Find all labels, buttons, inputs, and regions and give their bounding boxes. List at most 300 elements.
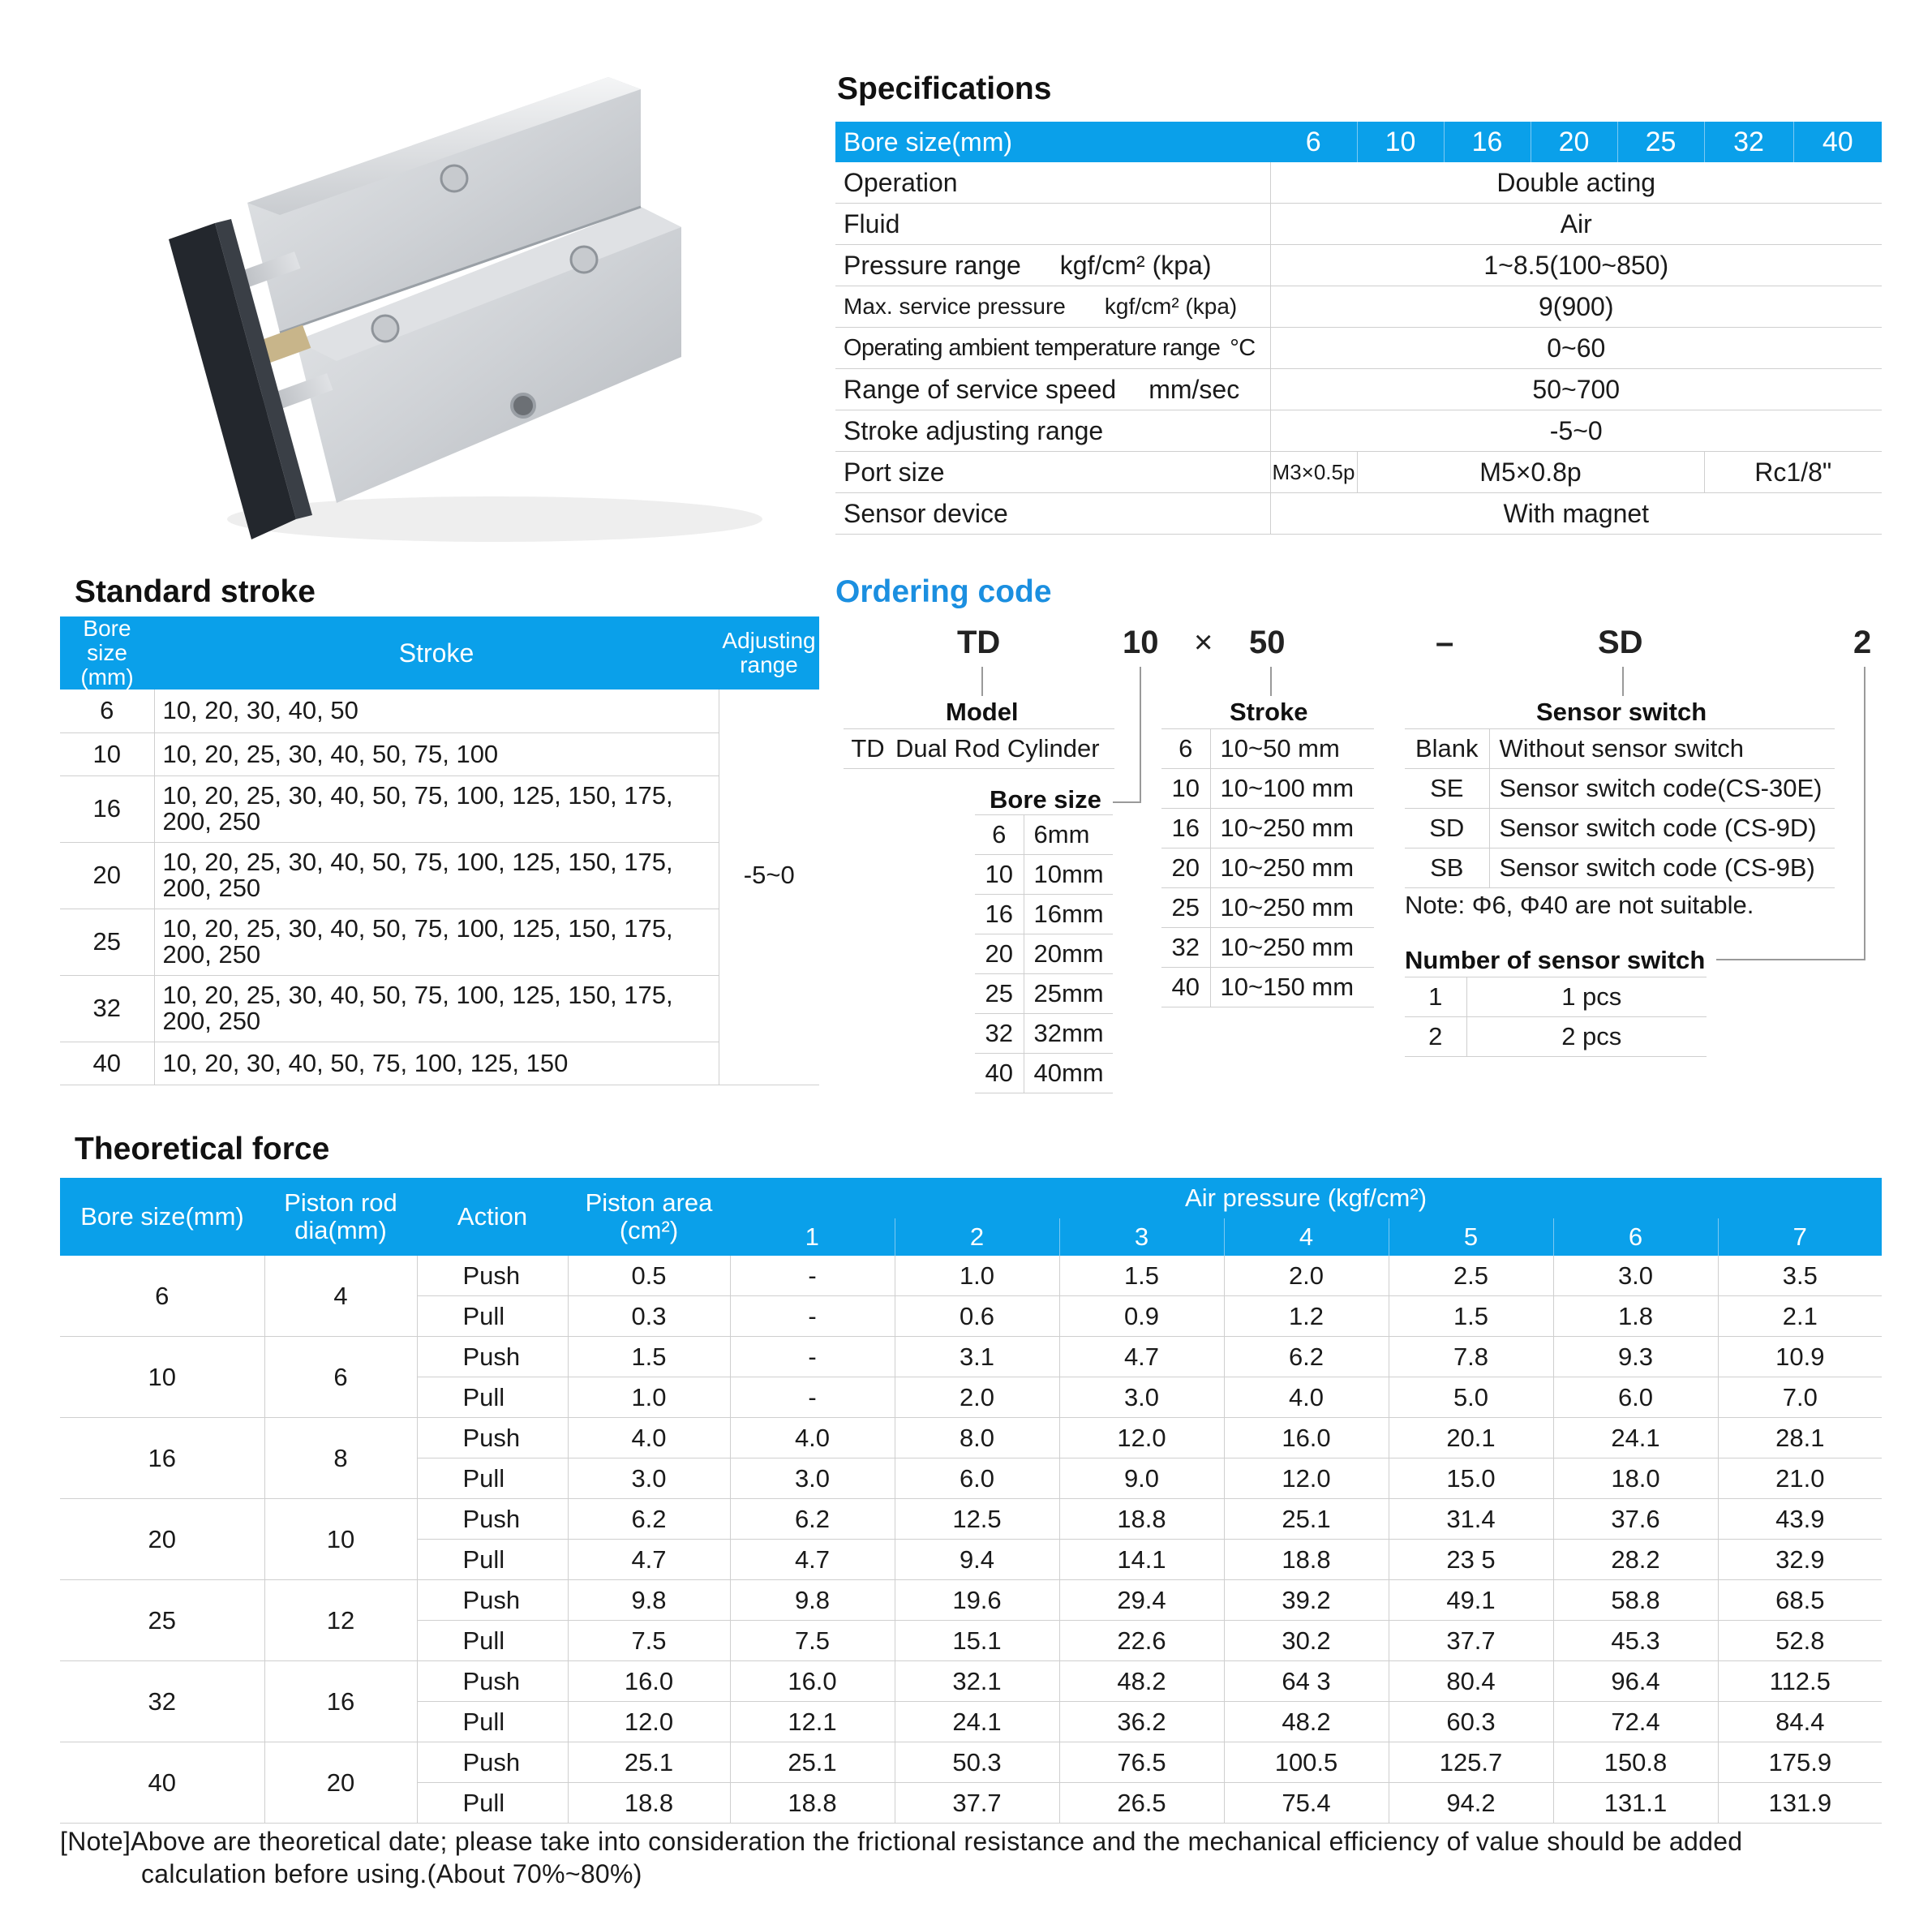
pressure-value: 1 <box>805 1222 819 1251</box>
force-value: 31.4 <box>1389 1499 1553 1540</box>
force-value: 75.4 <box>1224 1783 1389 1824</box>
force-value: 45.3 <box>1553 1621 1718 1661</box>
stroke-code: 32 <box>1161 928 1210 968</box>
force-value: 64 3 <box>1224 1661 1389 1702</box>
spec-label: Range of service speed mm/sec <box>835 369 1270 410</box>
force-row <box>60 1256 1882 1296</box>
force-value: 50.3 <box>895 1742 1059 1783</box>
force-rod: 10 <box>264 1499 417 1580</box>
ordering-code-title: Ordering code <box>835 574 1052 609</box>
count-code: 2 <box>1405 1017 1466 1057</box>
force-bore: 6 <box>60 1256 264 1337</box>
force-action: Push <box>417 1256 568 1296</box>
force-action: Pull <box>417 1621 568 1661</box>
stroke-header-bore: Bore size (mm) <box>80 616 134 690</box>
connector-line <box>1622 667 1624 696</box>
force-value: 3.0 <box>1059 1377 1224 1418</box>
force-rod: 8 <box>264 1418 417 1499</box>
stroke-values: 10, 20, 25, 30, 40, 50, 75, 100 <box>154 732 719 775</box>
force-value: 3.1 <box>895 1337 1059 1377</box>
code-stroke: 50 <box>1249 625 1286 660</box>
force-rod: 16 <box>264 1661 417 1742</box>
spec-row <box>835 245 1882 286</box>
force-value: 1.8 <box>1553 1296 1718 1337</box>
force-area: 6.2 <box>568 1499 730 1540</box>
code-bore: 10 <box>1123 625 1159 660</box>
sensor-code: SE <box>1405 769 1489 809</box>
stroke-desc: 10~50 mm <box>1210 729 1374 769</box>
standard-stroke-title: Standard stroke <box>75 574 316 609</box>
force-value: 4.7 <box>730 1540 895 1580</box>
stroke-row <box>60 909 819 975</box>
force-value: 22.6 <box>1059 1621 1224 1661</box>
force-action: Push <box>417 1418 568 1458</box>
force-rod: 12 <box>264 1580 417 1661</box>
force-value: 21.0 <box>1718 1458 1882 1499</box>
force-value: 20.1 <box>1389 1418 1553 1458</box>
stroke-values: 10, 20, 25, 30, 40, 50, 75, 100, 125, 150, 175, 200, 250 <box>154 842 719 909</box>
stroke-bore: 16 <box>60 775 154 842</box>
spec-header-row <box>835 122 1882 162</box>
force-value: 37.6 <box>1553 1499 1718 1540</box>
stroke-values: 10, 20, 30, 40, 50, 75, 100, 125, 150 <box>154 1042 719 1085</box>
force-value: 2.0 <box>1224 1256 1389 1296</box>
force-area: 4.0 <box>568 1418 730 1458</box>
sensor-switch-title: Sensor switch <box>1536 698 1707 726</box>
force-value: 1.0 <box>895 1256 1059 1296</box>
spec-label: Max. service pressure kgf/cm² (kpa) <box>835 286 1270 328</box>
specifications-title: Specifications <box>837 71 1052 106</box>
force-rod: 6 <box>264 1337 417 1418</box>
connector-line <box>1113 801 1141 803</box>
bore-size-table <box>975 814 1113 1093</box>
bore-code: 6 <box>975 815 1024 855</box>
force-header-area: Piston area (cm²) <box>585 1188 713 1244</box>
spec-row-port <box>835 452 1882 493</box>
stroke-bore: 40 <box>60 1042 154 1085</box>
bore-desc: 10mm <box>1024 855 1113 895</box>
connector-line <box>1864 667 1865 960</box>
force-body <box>60 1256 1882 1824</box>
force-value: 15.0 <box>1389 1458 1553 1499</box>
product-image <box>154 65 803 552</box>
force-action: Pull <box>417 1296 568 1337</box>
bore-code: 10 <box>975 855 1024 895</box>
sensor-switch-table <box>1405 728 1835 888</box>
sensor-desc: Sensor switch code (CS-9D) <box>1489 809 1835 848</box>
force-note-line1: [Note]Above are theoretical date; please take into consideration the frictional resistance and the mechanical efficiency of value should be added <box>60 1827 1743 1856</box>
force-value: 18.0 <box>1553 1458 1718 1499</box>
spec-value: 1~8.5(100~850) <box>1270 245 1882 286</box>
force-value: 76.5 <box>1059 1742 1224 1783</box>
spec-bore: 20 <box>1531 122 1617 162</box>
pressure-value: 5 <box>1389 1218 1553 1256</box>
bore-desc: 25mm <box>1024 974 1113 1014</box>
force-value: 9.0 <box>1059 1458 1224 1499</box>
force-value: 175.9 <box>1718 1742 1882 1783</box>
connector-line <box>1716 959 1865 960</box>
force-action: Pull <box>417 1377 568 1418</box>
stroke-code: 40 <box>1161 968 1210 1007</box>
spec-value: With magnet <box>1270 493 1882 535</box>
force-value: 37.7 <box>895 1783 1059 1824</box>
force-note-line2: calculation before using.(About 70%~80%) <box>141 1859 642 1888</box>
sensor-desc: Sensor switch code(CS-30E) <box>1489 769 1835 809</box>
bore-code: 20 <box>975 934 1024 974</box>
force-value: 6.0 <box>895 1458 1059 1499</box>
stroke-bore: 20 <box>60 842 154 909</box>
force-value: 1.5 <box>1389 1296 1553 1337</box>
force-area: 1.5 <box>568 1337 730 1377</box>
stroke-row <box>60 842 819 909</box>
force-value: 16.0 <box>1224 1418 1389 1458</box>
code-model: TD <box>957 625 1001 660</box>
force-row <box>60 1742 1882 1783</box>
force-area: 25.1 <box>568 1742 730 1783</box>
stroke-row <box>60 732 819 775</box>
force-value: 2.1 <box>1718 1296 1882 1337</box>
force-value: 2.0 <box>895 1377 1059 1418</box>
force-bore: 10 <box>60 1337 264 1418</box>
spec-unit: kgf/cm² (kpa) <box>1059 250 1212 280</box>
spec-label: Fluid <box>835 204 1270 245</box>
bore-code: 25 <box>975 974 1024 1014</box>
force-value: 14.1 <box>1059 1540 1224 1580</box>
force-action: Pull <box>417 1702 568 1742</box>
stroke-row <box>60 975 819 1042</box>
force-value: 25.1 <box>730 1742 895 1783</box>
adjusting-range-value: -5~0 <box>743 861 795 889</box>
force-value: 23 5 <box>1389 1540 1553 1580</box>
bore-code: 40 <box>975 1054 1024 1093</box>
stroke-title: Stroke <box>1230 698 1308 726</box>
stroke-desc: 10~250 mm <box>1210 848 1374 888</box>
force-area: 3.0 <box>568 1458 730 1499</box>
pressure-value: 6 <box>1553 1218 1718 1256</box>
stroke-desc: 10~250 mm <box>1210 809 1374 848</box>
force-row <box>60 1580 1882 1621</box>
force-action: Pull <box>417 1783 568 1824</box>
spec-value: 50~700 <box>1270 369 1882 410</box>
standard-stroke-table <box>60 616 819 1085</box>
force-value: 9.3 <box>1553 1337 1718 1377</box>
spec-label: Sensor device <box>835 493 1270 535</box>
stroke-header-stroke: Stroke <box>398 638 474 668</box>
spec-label: Pressure range kgf/cm² (kpa) <box>835 245 1270 286</box>
force-value: 80.4 <box>1389 1661 1553 1702</box>
force-value: 96.4 <box>1553 1661 1718 1702</box>
sensor-desc: Without sensor switch <box>1489 729 1835 769</box>
force-value: 4.7 <box>1059 1337 1224 1377</box>
force-header-row <box>60 1178 1882 1218</box>
port-size-rc: Rc1/8" <box>1704 452 1882 493</box>
force-value: 131.9 <box>1718 1783 1882 1824</box>
force-value: 4.0 <box>730 1418 895 1458</box>
stroke-code: 10 <box>1161 769 1210 809</box>
force-value: 2.5 <box>1389 1256 1553 1296</box>
force-value: 28.1 <box>1718 1418 1882 1458</box>
force-value: 6.2 <box>1224 1337 1389 1377</box>
stroke-code: 6 <box>1161 729 1210 769</box>
model-title: Model <box>946 698 1019 726</box>
force-value: 18.8 <box>1224 1540 1389 1580</box>
force-value: - <box>730 1337 895 1377</box>
spec-bore: 16 <box>1444 122 1531 162</box>
force-action: Push <box>417 1499 568 1540</box>
stroke-values: 10, 20, 25, 30, 40, 50, 75, 100, 125, 150, 175, 200, 250 <box>154 909 719 975</box>
stroke-bore: 32 <box>60 975 154 1042</box>
bore-size-title: Bore size <box>990 785 1101 814</box>
force-value: 84.4 <box>1718 1702 1882 1742</box>
number-of-sensor-table <box>1405 977 1707 1057</box>
count-desc: 1 pcs <box>1466 977 1707 1017</box>
spec-value: -5~0 <box>1270 410 1882 452</box>
force-area: 18.8 <box>568 1783 730 1824</box>
stroke-desc: 10~250 mm <box>1210 888 1374 928</box>
theoretical-force-title: Theoretical force <box>75 1132 330 1166</box>
force-header-pressure: Air pressure (kgf/cm²) <box>1185 1184 1428 1212</box>
force-note <box>60 1825 1893 1890</box>
force-value: 3.0 <box>1553 1256 1718 1296</box>
force-value: 49.1 <box>1389 1580 1553 1621</box>
model-row <box>844 729 1114 769</box>
force-rod: 20 <box>264 1742 417 1824</box>
force-value: 12.0 <box>1059 1418 1224 1458</box>
force-value: 43.9 <box>1718 1499 1882 1540</box>
port-size-m5: M5×0.8p <box>1357 452 1704 493</box>
force-value: 9.8 <box>730 1580 895 1621</box>
spec-row <box>835 204 1882 245</box>
force-value: 8.0 <box>895 1418 1059 1458</box>
stroke-desc: 10~100 mm <box>1210 769 1374 809</box>
force-area: 0.5 <box>568 1256 730 1296</box>
force-value: 18.8 <box>730 1783 895 1824</box>
bore-desc: 16mm <box>1024 895 1113 934</box>
force-value: 7.8 <box>1389 1337 1553 1377</box>
force-value: 5.0 <box>1389 1377 1553 1418</box>
model-table <box>844 728 1114 769</box>
sensor-note: Note: Φ6, Φ40 are not suitable. <box>1405 891 1754 919</box>
force-value: 58.8 <box>1553 1580 1718 1621</box>
force-area: 4.7 <box>568 1540 730 1580</box>
spec-unit: mm/sec <box>1148 374 1240 404</box>
spec-bore: 10 <box>1357 122 1444 162</box>
force-value: 12.1 <box>730 1702 895 1742</box>
force-action: Pull <box>417 1458 568 1499</box>
force-value: 48.2 <box>1224 1702 1389 1742</box>
count-code: 1 <box>1405 977 1466 1017</box>
force-value: - <box>730 1296 895 1337</box>
force-value: 3.5 <box>1718 1256 1882 1296</box>
force-value: 15.1 <box>895 1621 1059 1661</box>
force-value: 125.7 <box>1389 1742 1553 1783</box>
force-area: 1.0 <box>568 1377 730 1418</box>
force-row <box>60 1337 1882 1377</box>
code-count: 2 <box>1853 625 1872 660</box>
force-value: 150.8 <box>1553 1742 1718 1783</box>
spec-row <box>835 410 1882 452</box>
force-value: 72.4 <box>1553 1702 1718 1742</box>
force-value: 24.1 <box>895 1702 1059 1742</box>
force-value: 7.0 <box>1718 1377 1882 1418</box>
force-value: 1.2 <box>1224 1296 1389 1337</box>
force-value: 6.0 <box>1553 1377 1718 1418</box>
force-value: 37.7 <box>1389 1621 1553 1661</box>
spec-unit: kgf/cm² (kpa) <box>1104 294 1238 319</box>
force-value: 68.5 <box>1718 1580 1882 1621</box>
code-sensor: SD <box>1598 625 1643 660</box>
force-value: - <box>730 1256 895 1296</box>
pressure-value: 7 <box>1718 1218 1882 1256</box>
force-value: 48.2 <box>1059 1661 1224 1702</box>
spec-value: 9(900) <box>1270 286 1882 328</box>
force-value: 112.5 <box>1718 1661 1882 1702</box>
stroke-bore: 25 <box>60 909 154 975</box>
force-action: Push <box>417 1580 568 1621</box>
spec-row <box>835 286 1882 328</box>
specifications-table <box>835 122 1882 535</box>
stroke-code-table <box>1161 728 1374 1007</box>
connector-line <box>1270 667 1272 696</box>
force-value: 25.1 <box>1224 1499 1389 1540</box>
force-action: Push <box>417 1337 568 1377</box>
force-area: 9.8 <box>568 1580 730 1621</box>
force-bore: 25 <box>60 1580 264 1661</box>
force-header-action: Action <box>457 1202 528 1231</box>
force-value: 24.1 <box>1553 1418 1718 1458</box>
force-value: 18.8 <box>1059 1499 1224 1540</box>
force-value: 7.5 <box>730 1621 895 1661</box>
number-of-sensor-title: Number of sensor switch <box>1405 946 1706 974</box>
force-value: 36.2 <box>1059 1702 1224 1742</box>
force-value: 32.9 <box>1718 1540 1882 1580</box>
force-value: 60.3 <box>1389 1702 1553 1742</box>
spec-row <box>835 369 1882 410</box>
stroke-bore: 10 <box>60 732 154 775</box>
stroke-code: 20 <box>1161 848 1210 888</box>
spec-row <box>835 162 1882 204</box>
force-value: 4.0 <box>1224 1377 1389 1418</box>
bore-desc: 32mm <box>1024 1014 1113 1054</box>
code-dash: – <box>1436 625 1454 660</box>
sensor-code: SB <box>1405 848 1489 888</box>
code-times: × <box>1194 625 1213 660</box>
spec-label: Stroke adjusting range <box>835 410 1270 452</box>
force-value: 29.4 <box>1059 1580 1224 1621</box>
force-action: Pull <box>417 1540 568 1580</box>
force-value: 100.5 <box>1224 1742 1389 1783</box>
force-value: 0.6 <box>895 1296 1059 1337</box>
stroke-values: 10, 20, 25, 30, 40, 50, 75, 100, 125, 150, 175, 200, 250 <box>154 775 719 842</box>
force-value: 19.6 <box>895 1580 1059 1621</box>
spec-row <box>835 328 1882 369</box>
force-area: 0.3 <box>568 1296 730 1337</box>
force-value: 39.2 <box>1224 1580 1389 1621</box>
pressure-value: 4 <box>1224 1218 1389 1256</box>
spec-bore: 40 <box>1793 122 1882 162</box>
sensor-code: SD <box>1405 809 1489 848</box>
force-area: 7.5 <box>568 1621 730 1661</box>
force-value: 6.2 <box>730 1499 895 1540</box>
force-value: - <box>730 1377 895 1418</box>
spec-header-label: Bore size(mm) <box>844 127 1013 157</box>
stroke-code: 25 <box>1161 888 1210 928</box>
force-value: 10.9 <box>1718 1337 1882 1377</box>
spec-bore: 32 <box>1704 122 1793 162</box>
stroke-code: 16 <box>1161 809 1210 848</box>
spec-value: Double acting <box>1270 162 1882 204</box>
force-bore: 20 <box>60 1499 264 1580</box>
bore-code: 32 <box>975 1014 1024 1054</box>
force-value: 9.4 <box>895 1540 1059 1580</box>
stroke-values: 10, 20, 25, 30, 40, 50, 75, 100, 125, 150, 175, 200, 250 <box>154 975 719 1042</box>
stroke-desc: 10~150 mm <box>1210 968 1374 1007</box>
spec-row <box>835 493 1882 535</box>
stroke-row <box>60 775 819 842</box>
connector-line <box>1140 667 1141 803</box>
bore-desc: 40mm <box>1024 1054 1113 1093</box>
stroke-row <box>60 1042 819 1085</box>
force-bore: 40 <box>60 1742 264 1824</box>
port-size-m3: M3×0.5p <box>1270 452 1357 493</box>
pressure-value: 2 <box>895 1218 1059 1256</box>
force-value: 1.5 <box>1059 1256 1224 1296</box>
force-action: Push <box>417 1742 568 1783</box>
spec-value: Air <box>1270 204 1882 245</box>
spec-label: Operation <box>835 162 1270 204</box>
force-value: 131.1 <box>1553 1783 1718 1824</box>
force-row <box>60 1661 1882 1702</box>
force-area: 16.0 <box>568 1661 730 1702</box>
stroke-desc: 10~250 mm <box>1210 928 1374 968</box>
stroke-header-row <box>60 616 819 690</box>
stroke-header-adjusting: Adjusting range <box>722 628 816 677</box>
force-value: 12.5 <box>895 1499 1059 1540</box>
model-desc: Dual Rod Cylinder <box>892 729 1114 769</box>
spec-unit: °C <box>1230 334 1256 361</box>
stroke-bore: 6 <box>60 690 154 732</box>
force-bore: 32 <box>60 1661 264 1742</box>
force-value: 30.2 <box>1224 1621 1389 1661</box>
force-header-bore: Bore size(mm) <box>80 1202 244 1231</box>
spec-value: 0~60 <box>1270 328 1882 369</box>
force-value: 52.8 <box>1718 1621 1882 1661</box>
spec-label: Operating ambient temperature range °C <box>835 328 1270 369</box>
force-value: 26.5 <box>1059 1783 1224 1824</box>
force-row <box>60 1499 1882 1540</box>
bore-desc: 6mm <box>1024 815 1113 855</box>
force-header-rod: Piston rod dia(mm) <box>284 1188 397 1244</box>
force-value: 28.2 <box>1553 1540 1718 1580</box>
force-value: 12.0 <box>1224 1458 1389 1499</box>
force-value: 94.2 <box>1389 1783 1553 1824</box>
model-code: TD <box>844 729 892 769</box>
spec-label: Port size <box>835 452 1270 493</box>
force-action: Push <box>417 1661 568 1702</box>
connector-line <box>981 667 983 696</box>
force-value: 32.1 <box>895 1661 1059 1702</box>
pressure-value: 3 <box>1059 1218 1224 1256</box>
force-row <box>60 1418 1882 1458</box>
bore-desc: 20mm <box>1024 934 1113 974</box>
force-value: 16.0 <box>730 1661 895 1702</box>
force-area: 12.0 <box>568 1702 730 1742</box>
stroke-values: 10, 20, 30, 40, 50 <box>154 690 719 732</box>
spec-bore: 6 <box>1305 126 1321 157</box>
force-value: 0.9 <box>1059 1296 1224 1337</box>
stroke-row <box>60 690 819 732</box>
force-rod: 4 <box>264 1256 417 1337</box>
